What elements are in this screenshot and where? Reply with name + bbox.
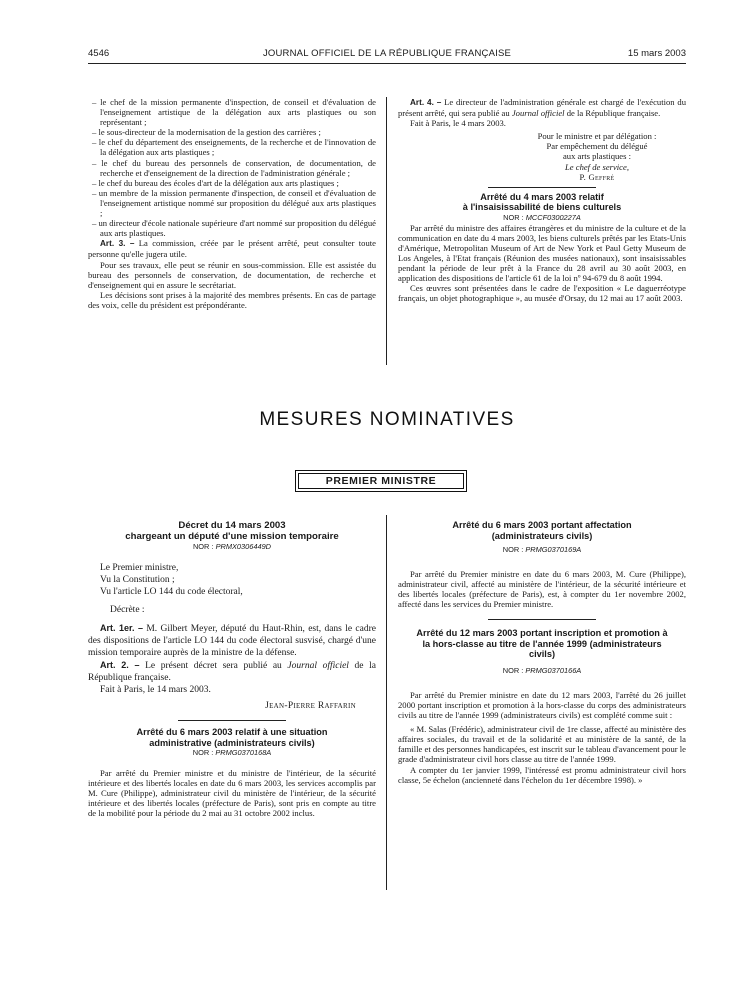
nor-reference: NOR : PRMX0306449D (192, 542, 272, 551)
arrete-title: Arrêté du 6 mars 2003 relatif à une situation (136, 727, 328, 737)
paragraph: « M. Salas (Frédéric), administrateur civil de 1re classe, affecté au ministère des affaires sociales, du travail et de la solidarité et au ministère de la santé, de la famille et des personnes handicapées, est inscrit sur le tableau d'avancement pour le grade d'administrateur civil hors classe au titre de l'année 1999. (398, 724, 686, 765)
article-label: Art. 3. – (100, 239, 135, 249)
divider (488, 619, 596, 620)
signatory-role: Le chef de service, (565, 161, 629, 172)
decrete: Décrète : (110, 605, 145, 615)
divider (178, 720, 286, 721)
list-item: – le chef du bureau des personnels de conservation, de documentation, de recherche et d'enseignement de la direction de l'administration générale ; (92, 157, 376, 178)
signature-block: Pour le ministre et par délégation : Par empêchement du délégué aux arts plastiques : Le chef de service, P. Geffré (508, 131, 686, 181)
article-3: Art. 3. – La commission, créée par le présent arrêté, peut consulter toute personne qu'elle jugera utile. (88, 238, 376, 260)
decret-title: chargeant un député d'une mission temporaire (125, 531, 339, 542)
page-number: 4546 (88, 48, 110, 59)
article-4: Art. 4. – Le directeur de l'administration générale est chargé de l'exécution du présent arrêté, qui sera publié au Journal officiel de la République française. (398, 97, 686, 119)
top-right-column (398, 97, 686, 304)
ministry-label: PREMIER MINISTRE (298, 473, 464, 489)
bottom-right-column (398, 520, 686, 785)
arrete-title: Arrêté du 4 mars 2003 relatif (480, 191, 604, 202)
journal-title: JOURNAL OFFICIEL DE LA RÉPUBLIQUE FRANÇAISE (262, 48, 512, 59)
top-left-column (88, 97, 376, 310)
article-2: Art. 2. – Le présent décret sera publié au Journal officiel de la République française. (88, 660, 376, 683)
column-divider (386, 97, 387, 365)
list-item: – le chef de la mission permanente d'inspection, de conseil et d'évaluation de l'enseignement artistique de la délégation aux arts plastiques ou son représentant ; (92, 97, 376, 128)
arrete-title: Arrêté du 12 mars 2003 portant inscription et promotion à (416, 628, 668, 639)
paragraph: Par arrêté du Premier ministre et du ministre de l'intérieur, de la sécurité intérieure et des libertés locales en date du 6 mars 2003, les services accomplis par M. Cure (Philippe), administrateur civil du ministère de l'intérieur, de la sécurité intérieure et des libertés locales (préfecture de Paris), sont pris en compte au titre de la mobilité pour la période du 2 mai au 31 octobre 2002 inclus. (88, 768, 376, 819)
paragraph: Par arrêté du ministre des affaires étrangères et du ministre de la culture et de la communication en date du 4 mars 2003, les biens culturels prêtés par les Etats-Unis d'Amérique, Metropolitan Museum of Art de New York et Paul Getty Museum de Los Angeles, à l'Etat français (Réunion des musées nationaux), sont insaisissables pendant la période de leur prêt à la France du 28 avril au 30 août 2003, en application des dispositions de l'article 61 de la loi nº 94-679 du 8 août 1994. (398, 222, 686, 284)
paragraph: Les décisions sont prises à la majorité des membres présents. En cas de partage des voix, celle du président est prépondérante. (88, 289, 376, 310)
article-label: Art. 4. – (410, 98, 442, 107)
paragraph: A compter du 1er janvier 1999, l'intéressé est promu administrateur civil hors classe, 5e échelon (ancienneté dans l'échelon du 1er décembre 1998). » (398, 764, 686, 785)
decret-title: Décret du 14 mars 2003 (178, 520, 286, 531)
column-divider (386, 515, 387, 890)
list-item: – un membre de la mission permanente d'inspection, de conseil et d'évaluation de l'enseignement artistique nommé sur proposition du délégué aux arts plastiques ; (92, 187, 376, 219)
article-1: Art. 1er. – M. Gilbert Meyer, député du Haut-Rhin, est, dans le cadre des dispositions de l'article LO 144 du code électoral susvisé, chargé d'une mission temporaire auprès de la ministre de la défense. (88, 623, 376, 658)
arrete-title: civils) (528, 649, 556, 660)
done-at: Fait à Paris, le 14 mars 2003. (100, 685, 211, 695)
paragraph: Par arrêté du Premier ministre en date du 12 mars 2003, l'arrêté du 26 juillet 2000 portant inscription et promotion à la hors-classe du corps des administrateurs civils au titre de l'année 1999 (administrateurs civils) est complété comme suit : (398, 689, 686, 721)
nor-reference: NOR : PRMG0370166A (502, 665, 582, 675)
ministry-box (295, 470, 467, 492)
bottom-left-column: Décret du 14 mars 2003 chargeant un député d'une mission temporaire NOR : PRMX0306449D Le Premier ministre, Vu la Constitution ; Vu l'article LO 144 du code électoral, Décrète : Art. 1er. – M. Gilbert Meyer, député du Haut-Rhin, est, dans le cadre des dispositions de l'article LO 144 du code électoral susvisé, chargé d'une mission temporaire auprès de la ministre de la défense. Art. 2. – Le présent décret sera publié au Journal officiel de la République française. Fait à Paris, le 14 mars 2003. Jean-Pierre Raffarin Arrêté du 6 mars 2003 relatif à une situation administrative (administrateurs civils) NOR : PRMG0370168A Par arrêté du Premier ministre et du ministre de l'intérieur, de la sécurité intérieure et des libertés locales en date du 6 mars 2003, les services accomplis par M. Cure (Philippe), administrateur civil du ministère de l'intérieur, de la sécurité intérieure et des libertés locales (préfecture de Paris), sont pris en compte au titre de la mobilité pour la période du 2 mai au 31 octobre 2002 inclus. (88, 520, 376, 819)
arrete-title: administrative (administrateurs civils) (149, 737, 315, 748)
done-at: Fait à Paris, le 4 mars 2003. (410, 118, 506, 129)
arrete-title: (administrateurs civils) (491, 530, 593, 541)
paragraph: Ces œuvres sont présentées dans le cadre de l'exposition « Le daguerréotype français, un objet photographique », au musée d'Orsay, du 12 mai au 17 août 2003. (398, 283, 686, 304)
header-rule (88, 63, 686, 64)
nor-reference: NOR : PRMG0370169A (502, 545, 582, 554)
section-title: MESURES NOMINATIVES (259, 409, 515, 430)
divider (488, 187, 596, 188)
list-item: – le chef du bureau des écoles d'art de la délégation aux arts plastiques ; (92, 177, 339, 188)
arrete-title: à l'insaisissabilité de biens culturels (462, 202, 622, 213)
signatory-name: Jean-Pierre Raffarin (265, 701, 356, 711)
issue-date: 15 mars 2003 (627, 48, 686, 59)
arrete-title: Arrêté du 6 mars 2003 portant affectation (452, 520, 632, 530)
nor-reference: NOR : PRMG0370168A (192, 748, 272, 757)
signatory-name: P. Geffré (579, 171, 615, 182)
list-item: – le sous-directeur de la modernisation de la gestion des carrières ; (92, 127, 321, 138)
paragraph: Par arrêté du Premier ministre en date du 6 mars 2003, M. Cure (Philippe), administrateur civil, affecté au ministère de l'intérieur, de la sécurité intérieure et des libertés locales (préfecture de Paris), est, à compter du 1er novembre 2002, affecté dans les services du Premier ministre. (398, 569, 686, 610)
paragraph: Pour ses travaux, elle peut se réunir en sous-commission. Elle est assistée du bureau des personnels de conservation, de documentation, de recherche et d'enseignement qui en assure le secrétariat. (88, 259, 376, 290)
nor-reference: NOR : MCCF0300227A (503, 212, 581, 222)
page-header (88, 48, 686, 62)
arrete-title: la hors-classe au titre de l'année 1999 (administrateurs (422, 638, 662, 649)
list-item: – le chef du département des enseignements, de la recherche et de l'innovation de la délégation aux arts plastiques ; (92, 137, 376, 158)
list-item: – un directeur d'école nationale supérieure d'art nommé sur proposition du délégué aux arts plastiques. (92, 218, 376, 239)
